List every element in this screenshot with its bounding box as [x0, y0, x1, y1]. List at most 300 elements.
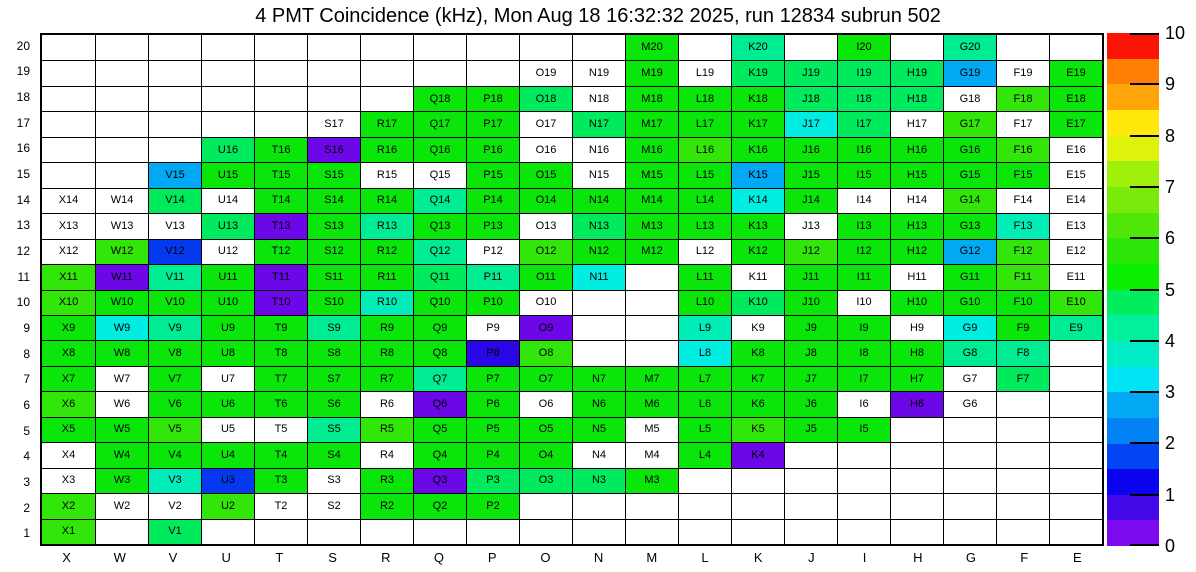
cell-label: Q9	[432, 321, 448, 334]
heatmap-cell-K12	[731, 239, 784, 264]
heatmap-cell-I17	[837, 111, 890, 136]
cell-label: I8	[859, 347, 869, 360]
cell-label: P6	[486, 398, 500, 411]
cell-label: Q5	[432, 423, 448, 436]
cell-label: K12	[748, 245, 768, 258]
cell-label: F17	[1013, 118, 1033, 131]
heatmap-cell-G12	[943, 239, 996, 264]
heatmap-cell-T14	[254, 188, 307, 213]
heatmap-cell-empty	[360, 519, 413, 544]
colorbar-band	[1107, 110, 1159, 136]
heatmap-cell-W5	[95, 417, 148, 442]
heatmap-cell-W6	[95, 391, 148, 416]
cell-label: R11	[377, 270, 397, 283]
heatmap-cell-O18	[519, 86, 572, 111]
cell-label: W13	[110, 219, 134, 232]
heatmap-cell-K6	[731, 391, 784, 416]
cell-label: G16	[959, 143, 981, 156]
cell-label: M16	[641, 143, 663, 156]
heatmap-cell-P4	[466, 442, 519, 467]
cell-label: M14	[641, 194, 663, 207]
heatmap-cell-empty	[148, 60, 201, 85]
cell-label: I15	[856, 168, 872, 181]
heatmap-cell-J11	[784, 264, 837, 289]
cell-label: X10	[58, 296, 79, 309]
cell-label: L19	[695, 67, 715, 80]
cell-label: I18	[856, 92, 872, 105]
heatmap-cell-T8	[254, 340, 307, 365]
cell-label: K19	[748, 67, 768, 80]
heatmap-cell-Q13	[413, 213, 466, 238]
y-axis-label-19: 19	[16, 64, 30, 79]
heatmap-cell-U15	[201, 162, 254, 187]
heatmap-cell-L12	[678, 239, 731, 264]
heatmap-cell-empty	[784, 493, 837, 518]
y-axis-label-3: 3	[23, 474, 30, 489]
y-axis-label-13: 13	[16, 218, 30, 233]
heatmap-cell-J13	[784, 213, 837, 238]
cell-label: W10	[110, 296, 134, 309]
heatmap-cell-H12	[890, 239, 943, 264]
cell-label: R12	[376, 245, 398, 258]
colorbar-tick-label-2: 2	[1165, 433, 1176, 454]
heatmap-cell-N18	[572, 86, 625, 111]
heatmap-cell-G18	[943, 86, 996, 111]
heatmap-cell-empty	[413, 60, 466, 85]
cell-label: O13	[535, 219, 557, 232]
cell-label: S8	[327, 347, 341, 360]
cell-label: H11	[907, 270, 927, 283]
cell-label: K7	[751, 372, 765, 385]
heatmap-cell-T5	[254, 417, 307, 442]
cell-label: X12	[58, 245, 79, 258]
heatmap-cell-empty	[996, 391, 1049, 416]
heatmap-cell-I5	[837, 417, 890, 442]
heatmap-cell-X12	[42, 239, 95, 264]
cell-label: L15	[695, 168, 715, 181]
heatmap-cell-empty	[784, 468, 837, 493]
heatmap-cell-empty	[731, 468, 784, 493]
heatmap-cell-empty	[519, 35, 572, 60]
heatmap-cell-V12	[148, 239, 201, 264]
heatmap-cell-O16	[519, 137, 572, 162]
heatmap-cell-P5	[466, 417, 519, 442]
heatmap-cell-empty	[95, 111, 148, 136]
cell-label: N3	[591, 474, 607, 487]
heatmap-cell-H15	[890, 162, 943, 187]
heatmap-cell-empty	[42, 35, 95, 60]
cell-label: J18	[802, 92, 820, 105]
heatmap-cell-N3	[572, 468, 625, 493]
heatmap-cell-empty	[95, 137, 148, 162]
heatmap-cell-L18	[678, 86, 731, 111]
cell-label: Q10	[429, 296, 451, 309]
heatmap-cell-S15	[307, 162, 360, 187]
cell-label: F8	[1016, 347, 1030, 360]
heatmap-cell-R7	[360, 366, 413, 391]
heatmap-cell-U3	[201, 468, 254, 493]
heatmap-cell-empty	[201, 35, 254, 60]
cell-label: E10	[1066, 296, 1086, 309]
colorbar-band	[1107, 290, 1159, 316]
cell-label: W3	[113, 474, 131, 487]
cell-label: M13	[641, 219, 663, 232]
cell-label: R2	[379, 499, 395, 512]
cell-label: H14	[906, 194, 928, 207]
colorbar-tick-7	[1130, 186, 1159, 188]
heatmap-cell-empty	[943, 417, 996, 442]
heatmap-cell-empty	[625, 493, 678, 518]
heatmap-cell-T16	[254, 137, 307, 162]
heatmap-cell-Q5	[413, 417, 466, 442]
heatmap-cell-I11	[837, 264, 890, 289]
heatmap-cell-K20	[731, 35, 784, 60]
cell-label: I10	[856, 296, 872, 309]
heatmap-cell-K8	[731, 340, 784, 365]
heatmap-cell-empty	[943, 519, 996, 544]
heatmap-cell-X2	[42, 493, 95, 518]
heatmap-cell-empty	[42, 137, 95, 162]
cell-label: S7	[327, 372, 341, 385]
heatmap-cell-empty	[148, 35, 201, 60]
heatmap-cell-L13	[678, 213, 731, 238]
heatmap-cell-Q3	[413, 468, 466, 493]
heatmap-cell-I18	[837, 86, 890, 111]
cell-label: W9	[113, 321, 131, 334]
cell-label: M20	[641, 41, 663, 54]
heatmap-cell-G9	[943, 315, 996, 340]
cell-label: N7	[591, 372, 607, 385]
heatmap-cell-empty	[678, 519, 731, 544]
heatmap-cell-P16	[466, 137, 519, 162]
cell-label: F15	[1013, 168, 1033, 181]
heatmap-cell-empty	[837, 442, 890, 467]
heatmap-cell-empty	[95, 86, 148, 111]
heatmap-cell-empty	[519, 519, 572, 544]
x-axis-label-U: U	[221, 550, 231, 565]
cell-label: U8	[220, 347, 236, 360]
cell-label: U6	[220, 398, 236, 411]
heatmap-cell-R14	[360, 188, 413, 213]
heatmap-cell-empty	[1049, 340, 1102, 365]
heatmap-cell-U6	[201, 391, 254, 416]
cell-label: S16	[324, 143, 344, 156]
cell-label: X7	[61, 372, 76, 385]
heatmap-cell-empty	[466, 60, 519, 85]
heatmap-cell-empty	[625, 340, 678, 365]
heatmap-cell-M18	[625, 86, 678, 111]
x-axis-label-G: G	[965, 550, 977, 565]
heatmap-cell-H18	[890, 86, 943, 111]
x-axis-label-J: J	[808, 550, 815, 565]
heatmap-cell-R5	[360, 417, 413, 442]
heatmap-cell-empty	[254, 60, 307, 85]
heatmap-cell-L19	[678, 60, 731, 85]
cell-label: U16	[217, 143, 239, 156]
heatmap-cell-J18	[784, 86, 837, 111]
heatmap-cell-O15	[519, 162, 572, 187]
heatmap-cell-P13	[466, 213, 519, 238]
heatmap-cell-U11	[201, 264, 254, 289]
x-axis-label-N: N	[593, 550, 604, 565]
cell-label: O4	[538, 448, 554, 461]
y-axis-label-15: 15	[16, 167, 30, 182]
cell-label: K16	[748, 143, 768, 156]
cell-label: G20	[959, 41, 981, 54]
x-axis-label-W: W	[113, 550, 126, 565]
colorbar-tick-label-1: 1	[1165, 484, 1176, 505]
cell-label: F18	[1013, 92, 1033, 105]
heatmap-cell-S5	[307, 417, 360, 442]
cell-label: F7	[1016, 372, 1030, 385]
cell-label: E14	[1066, 194, 1086, 207]
colorbar-tick-1	[1130, 494, 1159, 496]
heatmap-cell-K17	[731, 111, 784, 136]
heatmap-cell-M19	[625, 60, 678, 85]
heatmap-cell-empty	[996, 35, 1049, 60]
heatmap-cell-X8	[42, 340, 95, 365]
heatmap-cell-I20	[837, 35, 890, 60]
heatmap-cell-empty	[1049, 366, 1102, 391]
heatmap-cell-F7	[996, 366, 1049, 391]
cell-label: V2	[168, 499, 182, 512]
cell-label: L13	[695, 219, 715, 232]
heatmap-cell-O10	[519, 290, 572, 315]
heatmap-cell-M4	[625, 442, 678, 467]
cell-label: N13	[588, 219, 610, 232]
heatmap-cell-empty	[254, 519, 307, 544]
heatmap-cell-empty	[413, 519, 466, 544]
cell-label: X6	[61, 398, 76, 411]
heatmap-cell-empty	[890, 519, 943, 544]
heatmap-cell-M15	[625, 162, 678, 187]
heatmap-cell-N7	[572, 366, 625, 391]
cell-label: F12	[1013, 245, 1033, 258]
heatmap-cell-empty	[572, 493, 625, 518]
cell-label: S15	[324, 168, 344, 181]
cell-label: Q6	[432, 398, 448, 411]
colorbar-band	[1107, 495, 1159, 521]
heatmap-cell-empty	[201, 519, 254, 544]
heatmap-cell-V11	[148, 264, 201, 289]
cell-label: X2	[61, 499, 76, 512]
cell-label: G11	[960, 270, 980, 283]
heatmap-cell-H17	[890, 111, 943, 136]
cell-label: E17	[1066, 118, 1086, 131]
cell-label: K10	[748, 296, 768, 309]
cell-label: M15	[641, 168, 663, 181]
cell-label: I19	[856, 67, 872, 80]
colorbar-band	[1107, 238, 1159, 264]
heatmap-cell-K16	[731, 137, 784, 162]
x-axis-label-H: H	[913, 550, 923, 565]
y-axis-label-18: 18	[16, 90, 30, 105]
cell-label: V15	[165, 168, 185, 181]
heatmap-cell-E17	[1049, 111, 1102, 136]
cell-label: O5	[538, 423, 554, 436]
heatmap-cell-L10	[678, 290, 731, 315]
heatmap-cell-I8	[837, 340, 890, 365]
cell-label: V8	[168, 347, 182, 360]
cell-label: H16	[906, 143, 928, 156]
cell-label: L7	[698, 372, 712, 385]
heatmap-cell-Q7	[413, 366, 466, 391]
cell-label: G18	[959, 92, 981, 105]
heatmap-cell-J17	[784, 111, 837, 136]
cell-label: R5	[379, 423, 395, 436]
heatmap-cell-Q16	[413, 137, 466, 162]
cell-label: P18	[483, 92, 503, 105]
heatmap-cell-K7	[731, 366, 784, 391]
cell-label: U13	[217, 219, 239, 232]
colorbar-tick-label-10: 10	[1165, 23, 1186, 43]
cell-label: I12	[856, 245, 872, 258]
cell-label: G15	[959, 168, 981, 181]
heatmap-cell-Q6	[413, 391, 466, 416]
heatmap-cell-J15	[784, 162, 837, 187]
heatmap-cell-empty	[307, 86, 360, 111]
heatmap-cell-U7	[201, 366, 254, 391]
cell-label: E15	[1066, 168, 1086, 181]
colorbar-tick-0	[1130, 544, 1159, 546]
cell-label: T12	[271, 245, 291, 258]
heatmap-cell-U16	[201, 137, 254, 162]
heatmap-cell-H14	[890, 188, 943, 213]
heatmap-cell-M16	[625, 137, 678, 162]
heatmap-cell-H8	[890, 340, 943, 365]
cell-label: T5	[274, 423, 288, 436]
heatmap-cell-X7	[42, 366, 95, 391]
heatmap-cell-S9	[307, 315, 360, 340]
heatmap-cell-P17	[466, 111, 519, 136]
heatmap-cell-K4	[731, 442, 784, 467]
colorbar-band	[1107, 367, 1159, 393]
heatmap-cell-E11	[1049, 264, 1102, 289]
heatmap-cell-F17	[996, 111, 1049, 136]
heatmap-cell-F18	[996, 86, 1049, 111]
heatmap-cell-empty	[466, 519, 519, 544]
heatmap-cell-O8	[519, 340, 572, 365]
heatmap-cell-S11	[307, 264, 360, 289]
x-axis-label-K: K	[753, 550, 763, 565]
heatmap-cell-G15	[943, 162, 996, 187]
heatmap-cell-Q18	[413, 86, 466, 111]
cell-label: K9	[751, 321, 765, 334]
heatmap-cell-empty	[1049, 391, 1102, 416]
cell-label: E19	[1066, 67, 1086, 80]
cell-label: U3	[220, 474, 236, 487]
heatmap-cell-empty	[943, 442, 996, 467]
heatmap-cell-Q14	[413, 188, 466, 213]
cell-label: G6	[962, 398, 978, 411]
cell-label: I6	[859, 398, 869, 411]
cell-label: I7	[859, 372, 869, 385]
cell-label: H7	[909, 372, 925, 385]
heatmap-cell-P14	[466, 188, 519, 213]
heatmap-cell-empty	[95, 162, 148, 187]
cell-label: F19	[1013, 67, 1033, 80]
heatmap-cell-empty	[572, 519, 625, 544]
cell-label: P15	[483, 168, 503, 181]
heatmap-cell-empty	[678, 493, 731, 518]
heatmap-cell-empty	[678, 35, 731, 60]
cell-label: Q13	[429, 219, 451, 232]
heatmap-cell-W13	[95, 213, 148, 238]
cell-label: H19	[906, 67, 928, 80]
heatmap-cell-R6	[360, 391, 413, 416]
cell-label: I20	[856, 41, 872, 54]
cell-label: V12	[165, 245, 185, 258]
heatmap-cell-Q15	[413, 162, 466, 187]
heatmap-cell-empty	[625, 264, 678, 289]
cell-label: J9	[805, 321, 817, 334]
heatmap-cell-G6	[943, 391, 996, 416]
heatmap-cell-Q11	[413, 264, 466, 289]
heatmap-cell-empty	[572, 315, 625, 340]
cell-label: W12	[110, 245, 134, 258]
heatmap-cell-I10	[837, 290, 890, 315]
cell-label: M5	[644, 423, 660, 436]
cell-label: J8	[805, 347, 817, 360]
cell-label: H9	[909, 321, 925, 334]
heatmap-cell-F9	[996, 315, 1049, 340]
heatmap-cell-X9	[42, 315, 95, 340]
heatmap-cell-U2	[201, 493, 254, 518]
cell-label: R6	[379, 398, 395, 411]
colorbar-tick-8	[1130, 135, 1159, 137]
cell-label: H18	[906, 92, 928, 105]
cell-label: I16	[856, 143, 872, 156]
heatmap-cell-G19	[943, 60, 996, 85]
cell-label: N14	[588, 194, 610, 207]
cell-label: U2	[220, 499, 236, 512]
cell-label: L9	[698, 321, 712, 334]
cell-label: V14	[165, 194, 185, 207]
heatmap-cell-empty	[42, 111, 95, 136]
cell-label: P3	[486, 474, 500, 487]
cell-label: Q18	[429, 92, 451, 105]
heatmap-cell-G16	[943, 137, 996, 162]
heatmap-cell-empty	[201, 60, 254, 85]
cell-label: G12	[959, 245, 981, 258]
cell-label: U11	[218, 270, 238, 283]
heatmap-cell-S7	[307, 366, 360, 391]
heatmap-cell-V9	[148, 315, 201, 340]
cell-label: Q4	[432, 448, 448, 461]
heatmap-cell-empty	[1049, 493, 1102, 518]
heatmap-cell-empty	[678, 468, 731, 493]
x-axis-label-P: P	[487, 550, 497, 565]
cell-label: T8	[274, 347, 288, 360]
cell-label: I9	[859, 321, 869, 334]
x-axis-label-O: O	[540, 550, 551, 565]
heatmap-cell-L11	[678, 264, 731, 289]
cell-label: X13	[58, 219, 79, 232]
heatmap-cell-J16	[784, 137, 837, 162]
heatmap-cell-G14	[943, 188, 996, 213]
cell-label: O7	[538, 372, 554, 385]
heatmap-cell-empty	[413, 35, 466, 60]
heatmap-cell-T3	[254, 468, 307, 493]
cell-label: O10	[535, 296, 557, 309]
heatmap-cell-H16	[890, 137, 943, 162]
colorbar-band	[1107, 444, 1159, 470]
heatmap-cell-O12	[519, 239, 572, 264]
heatmap-cell-K13	[731, 213, 784, 238]
cell-label: Q3	[432, 474, 448, 487]
heatmap-cell-empty	[307, 60, 360, 85]
heatmap-cell-O17	[519, 111, 572, 136]
